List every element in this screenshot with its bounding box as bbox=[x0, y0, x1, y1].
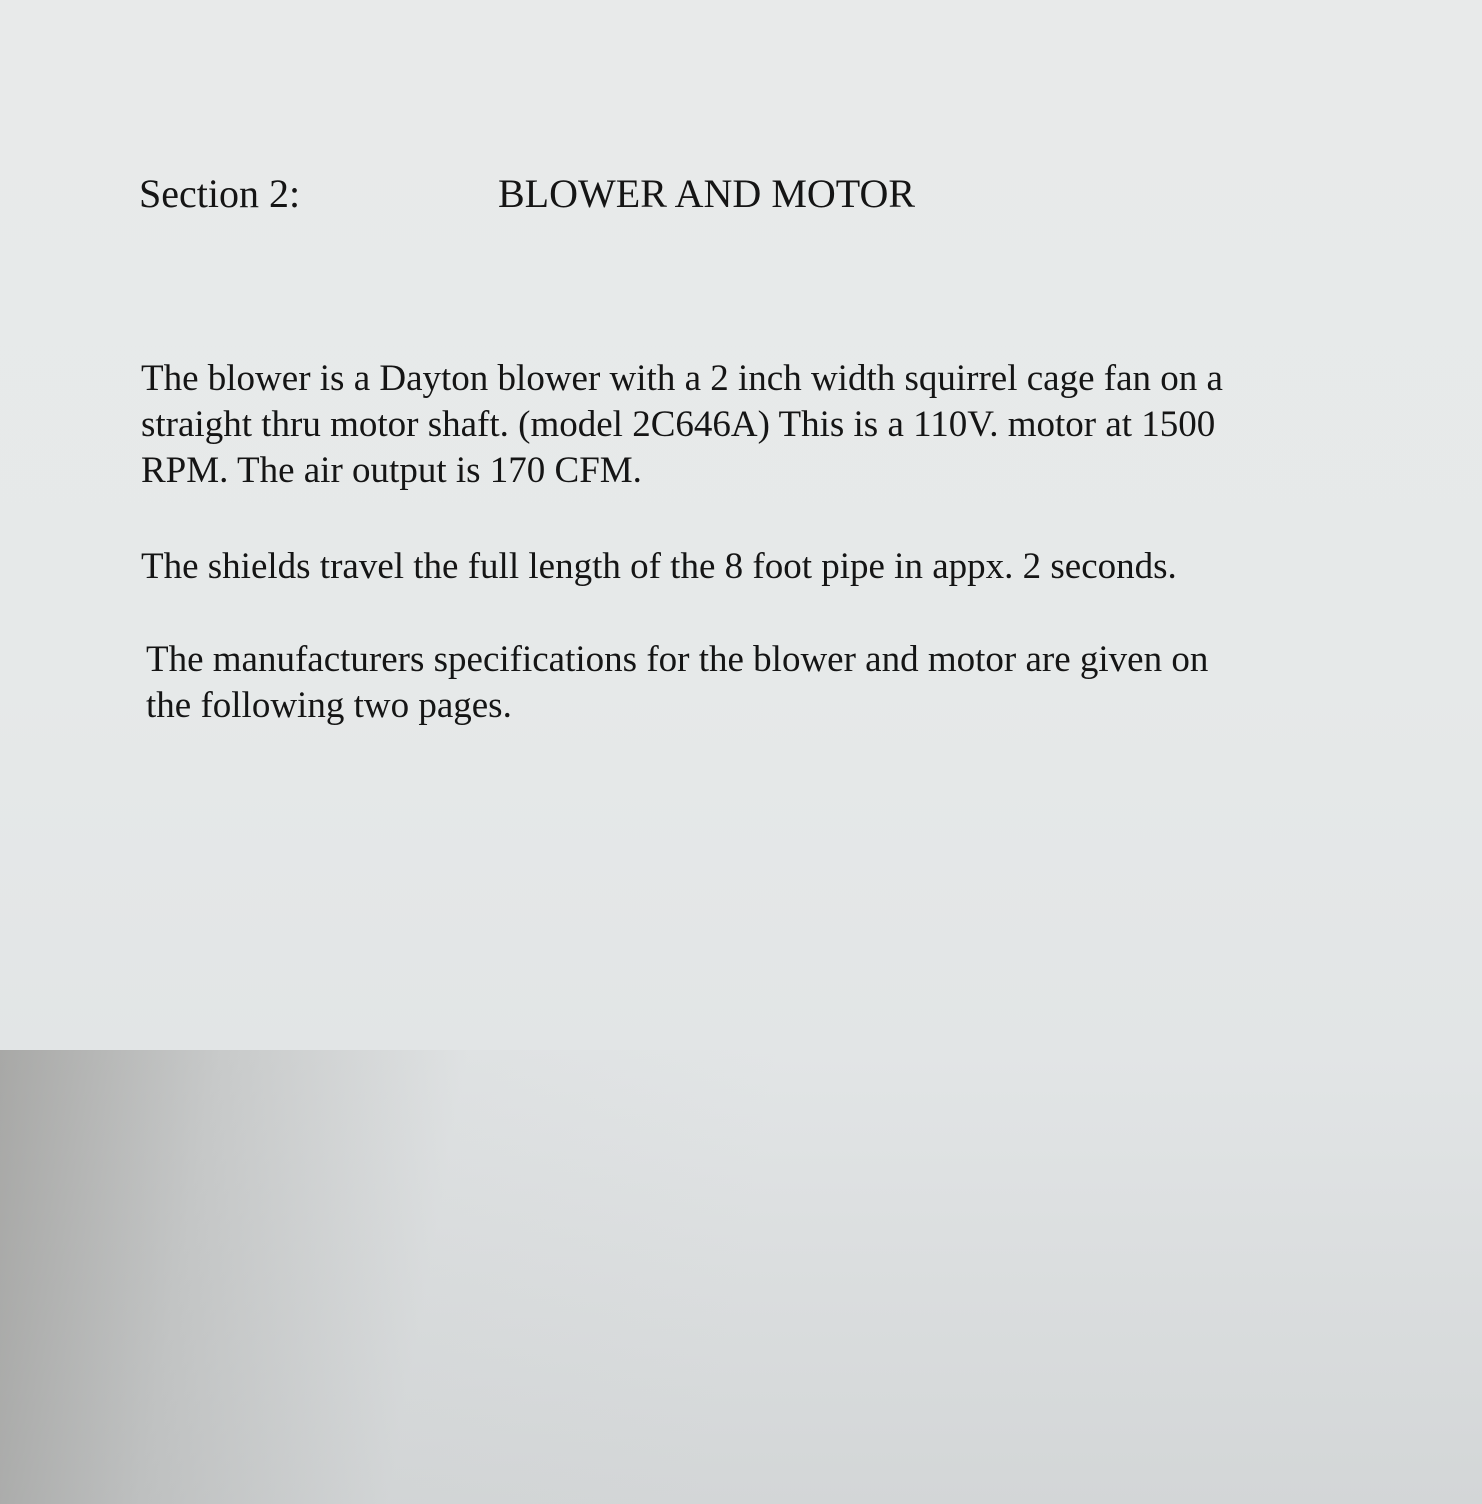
paragraph-line: The blower is a Dayton blower with a 2 inch width squirrel cage fan on a bbox=[141, 358, 1223, 399]
paragraph-line: The shields travel the full length of the 8 foot pipe in appx. 2 seconds. bbox=[141, 546, 1177, 587]
photo-shadow bbox=[0, 1050, 1482, 1504]
paragraph-line: straight thru motor shaft. (model 2C646A) This is a 110V. motor at 1500 bbox=[141, 404, 1216, 445]
section-title: BLOWER AND MOTOR bbox=[498, 171, 916, 216]
paragraph-line: RPM. The air output is 170 CFM. bbox=[141, 450, 642, 491]
paragraph-shield-travel bbox=[141, 544, 1177, 590]
paragraph-specifications-note bbox=[146, 637, 1208, 729]
paragraph-line: the following two pages. bbox=[146, 685, 512, 726]
paragraph-blower-description bbox=[141, 356, 1223, 494]
paragraph-line: The manufacturers specifications for the blower and motor are given on bbox=[146, 639, 1209, 680]
section-label: Section 2: bbox=[139, 171, 301, 216]
